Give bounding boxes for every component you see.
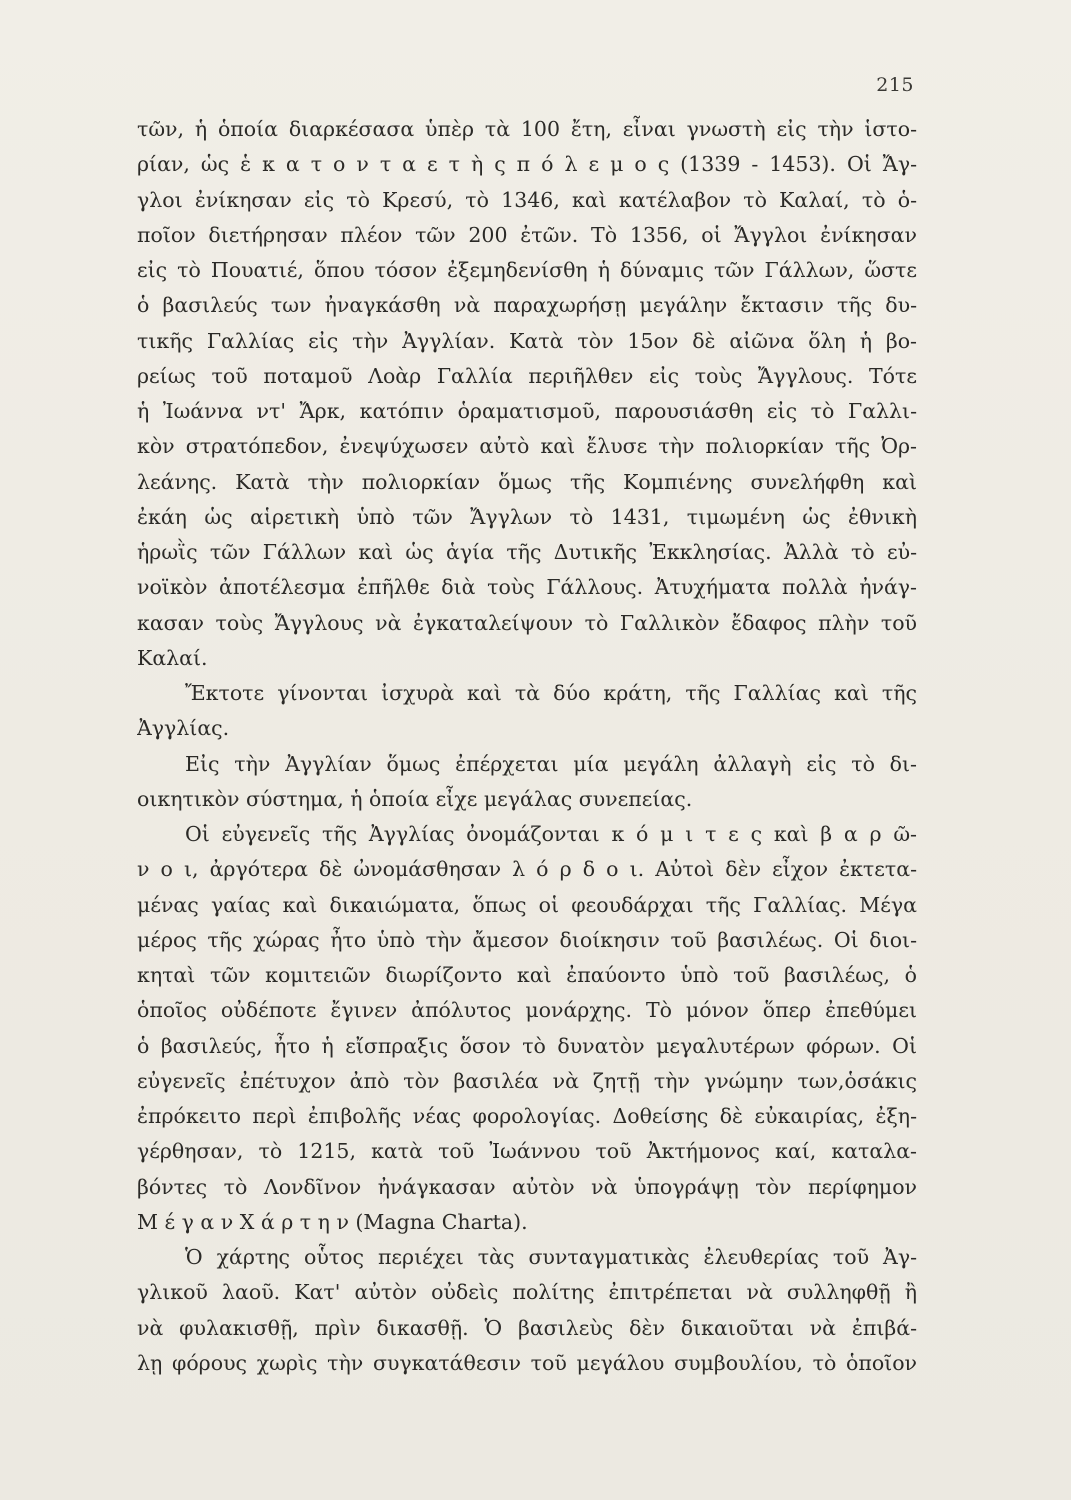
text-line: Εἰς τὴν Ἀγγλίαν ὅμως ἐπέρχεται μία μεγάλη ἀλλαγὴ εἰς τὸ δι- (185, 751, 917, 776)
text-line: ἡρωῒς τῶν Γάλλων καὶ ὡς ἁγία τῆς Δυτικῆς Ἐκκλησίας. Ἀλλὰ τὸ εὐ- (137, 540, 917, 564)
text-line: ποῖον διετήρησαν πλέον τῶν 200 ἐτῶν. Τὸ 1356, οἱ Ἄγγλοι ἐνίκησαν (137, 222, 917, 247)
text-line: κηταὶ τῶν κομιτειῶν διωρίζοντο καὶ ἐπαύοντο ὑπὸ τοῦ βασιλέως, ὁ (137, 963, 917, 987)
text-line: οικητικὸν σύστημα, ἡ ὁποία εἶχε μεγάλας συνεπείας. (137, 786, 693, 811)
text-line: ὁ βασιλεύς, ἦτο ἡ εἴσπραξις ὅσον τὸ δυνατὸν μεγαλυτέρων φόρων. Οἱ (137, 1033, 917, 1058)
text-line: Ἔκτοτε γίνονται ἰσχυρὰ καὶ τὰ δύο κράτη, τῆς Γαλλίας καὶ τῆς (185, 681, 917, 705)
text-line: Καλαί. (137, 645, 208, 670)
text-line: νὰ φυλακισθῇ, πρὶν δικασθῇ. Ὁ βασιλεὺς δὲν δικαιοῦται νὰ ἐπιβά- (137, 1315, 917, 1340)
text-line: γλοι ἐνίκησαν εἰς τὸ Κρεσύ, τὸ 1346, καὶ κατέλαβον τὸ Καλαί, τὸ ὁ- (137, 187, 917, 212)
body-text (137, 112, 917, 1381)
page-number: 215 (876, 74, 914, 96)
text-line: λεάνης. Κατὰ τὴν πολιορκίαν ὅμως τῆς Κομπιένης συνελήφθη καὶ (137, 469, 917, 494)
text-line: κασαν τοὺς Ἄγγλους νὰ ἐγκαταλείψουν τὸ Γαλλικὸν ἔδαφος πλὴν τοῦ (137, 610, 917, 635)
text-line: τικῆς Γαλλίας εἰς τὴν Ἀγγλίαν. Κατὰ τὸν 15ον δὲ αἰῶνα ὅλη ἡ βο- (137, 328, 917, 353)
text-line: Μ έ γ α ν Χ ά ρ τ η ν (Magna Charta). (137, 1209, 528, 1234)
text-line: ἐπρόκειτο περὶ ἐπιβολῆς νέας φορολογίας. Δοθείσης δὲ εὐκαιρίας, ἐξη- (137, 1104, 917, 1128)
text-line: γέρθησαν, τὸ 1215, κατὰ τοῦ Ἰωάννου τοῦ Ἀκτήμονος καί, καταλα- (137, 1139, 917, 1164)
text-line: γλικοῦ λαοῦ. Κατ' αὐτὸν οὐδεὶς πολίτης ἐπιτρέπεται νὰ συλληφθῇ ἢ (137, 1280, 917, 1305)
text-line: τῶν, ἡ ὁποία διαρκέσασα ὑπὲρ τὰ 100 ἔτη, εἶναι γνωστὴ εἰς τὴν ἱστο- (137, 117, 917, 141)
text-line: βόντες τὸ Λονδῖνον ἠνάγκασαν αὐτὸν νὰ ὑπογράψῃ τὸν περίφημον (137, 1174, 917, 1199)
text-line: ὁ βασιλεύς των ἠναγκάσθη νὰ παραχωρήσῃ μεγάλην ἔκτασιν τῆς δυ- (137, 293, 917, 318)
text-line: εὐγενεῖς ἐπέτυχον ἀπὸ τὸν βασιλέα νὰ ζητῇ τὴν γνώμην των,ὁσάκις (137, 1068, 917, 1093)
text-line: Οἱ εὐγενεῖς τῆς Ἀγγλίας ὀνομάζονται κ ό μ ι τ ε ς καὶ β α ρ ῶ- (185, 822, 917, 846)
text-line: ὁποῖος οὐδέποτε ἔγινεν ἀπόλυτος μονάρχης. Τὸ μόνον ὅπερ ἐπεθύμει (137, 998, 917, 1023)
text-line: νοϊκὸν ἀποτέλεσμα ἐπῆλθε διὰ τοὺς Γάλλους. Ἀτυχήματα πολλὰ ἠνάγ- (137, 575, 917, 600)
text-line: κὸν στρατόπεδον, ἐνεψύχωσεν αὐτὸ καὶ ἔλυσε τὴν πολιορκίαν τῆς Ὀρ- (137, 434, 917, 459)
text-line: ἡ Ἰωάννα ντ' Ἄρκ, κατόπιν ὁραματισμοῦ, παρουσιάσθη εἰς τὸ Γαλλι- (137, 399, 917, 423)
text-line: Ἀγγλίας. (137, 716, 230, 741)
text-line: εἰς τὸ Πουατιέ, ὅπου τόσον ἐξεμηδενίσθη ἡ δύναμις τῶν Γάλλων, ὥστε (137, 258, 917, 282)
text-line: λῃ φόρους χωρὶς τὴν συγκατάθεσιν τοῦ μεγάλου συμβουλίου, τὸ ὁποῖον (137, 1350, 917, 1375)
text-line: μέρος τῆς χώρας ἦτο ὑπὸ τὴν ἄμεσον διοίκησιν τοῦ βασιλέως. Οἱ διοι- (137, 927, 917, 952)
text-line: ρίαν, ὡς ἑ κ α τ ο ν τ α ε τ ὴ ς π ό λ ε μ ο ς (1339 - 1453). Οἱ Ἄγ- (137, 152, 917, 177)
text-line: Ὁ χάρτης οὗτος περιέχει τὰς συνταγματικὰς ἐλευθερίας τοῦ Ἀγ- (185, 1245, 917, 1269)
text-line: ἐκάη ὡς αἱρετικὴ ὑπὸ τῶν Ἄγγλων τὸ 1431, τιμωμένη ὡς ἐθνικὴ (137, 504, 917, 529)
text-line: ν ο ι, ἀργότερα δὲ ὠνομάσθησαν λ ό ρ δ ο ι. Αὐτοὶ δὲν εἶχον ἐκτετα- (137, 857, 917, 882)
text-line: μένας γαίας καὶ δικαιώματα, ὅπως οἱ φεουδάρχαι τῆς Γαλλίας. Μέγα (137, 892, 917, 917)
text-line: ρείως τοῦ ποταμοῦ Λοὰρ Γαλλία περιῆλθεν εἰς τοὺς Ἄγγλους. Τότε (137, 363, 917, 388)
